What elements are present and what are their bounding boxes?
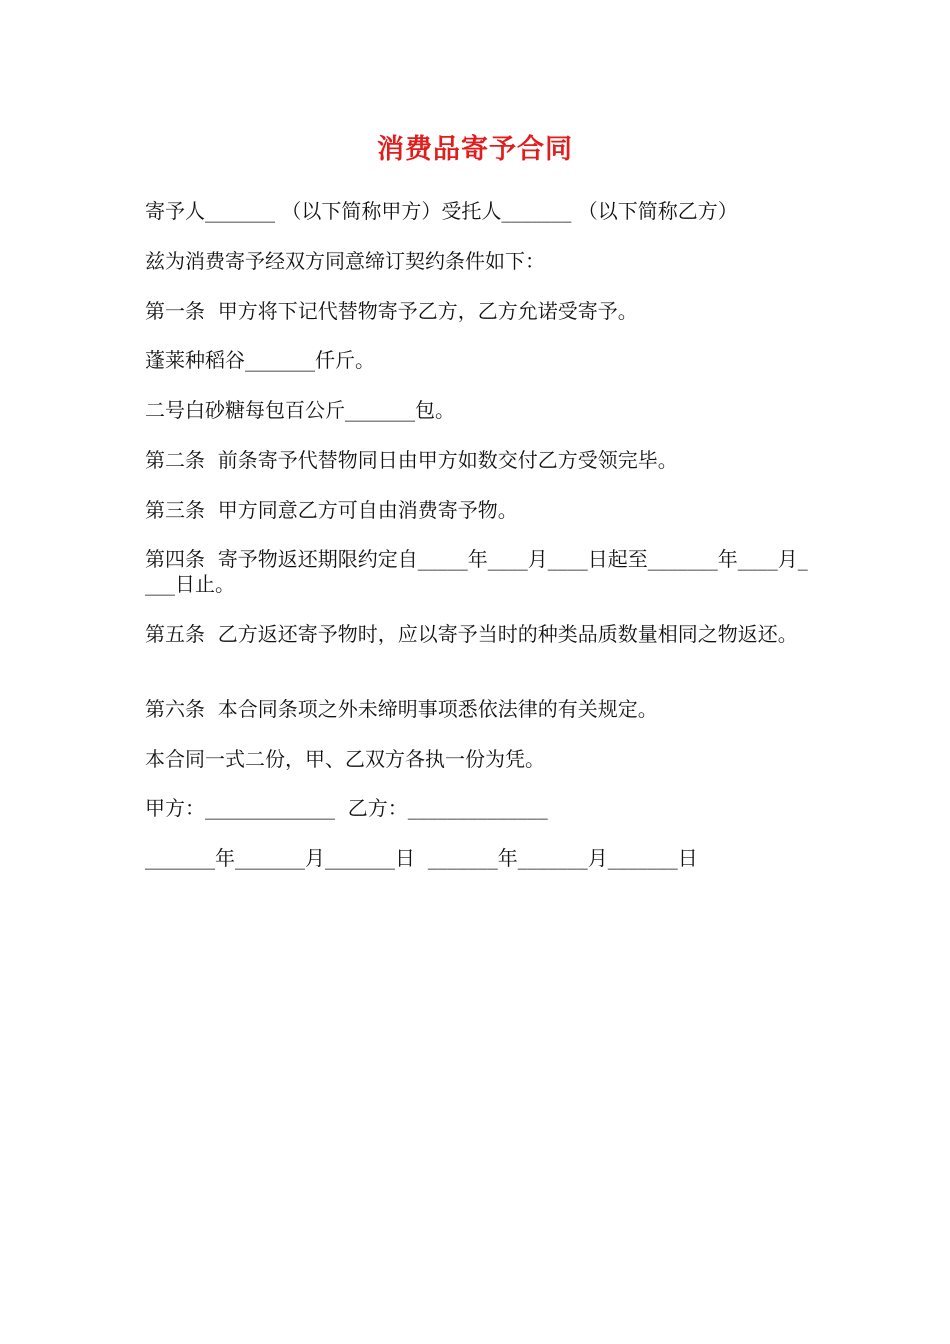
article-1: 第一条 甲方将下记代替物寄予乙方，乙方允诺受寄予。 — [145, 299, 638, 323]
article-5: 第五条 乙方返还寄予物时，应以寄予当时的种类品质数量相同之物返还。 — [145, 622, 798, 646]
article-4: 第四条 寄予物返还期限约定自_____年____月____日起至_______年____月____日止。 — [145, 547, 808, 596]
document-title: 消费品寄予合同 — [377, 134, 573, 165]
signature-line: 甲方：_____________ 乙方：______________ — [145, 796, 548, 820]
article-6: 第六条 本合同条项之外未缔明事项悉依法律的有关规定。 — [145, 697, 658, 721]
article-3: 第三条 甲方同意乙方可自由消费寄予物。 — [145, 498, 518, 522]
copies-clause: 本合同一式二份，甲、乙双方各执一份为凭。 — [145, 747, 545, 771]
item-sugar: 二号白砂糖每包百公斤_______包。 — [145, 398, 455, 422]
item-rice: 蓬莱种稻谷_______仟斤。 — [145, 348, 375, 372]
preamble: 兹为消费寄予经双方同意缔订契约条件如下： — [145, 249, 545, 273]
signature-date-line: _______年_______月_______日 _______年_______月_______日 — [145, 846, 698, 870]
parties-line: 寄予人_______ （以下简称甲方）受托人_______ （以下简称乙方） — [145, 199, 738, 223]
article-2: 第二条 前条寄予代替物同日由甲方如数交付乙方受领完毕。 — [145, 448, 678, 472]
